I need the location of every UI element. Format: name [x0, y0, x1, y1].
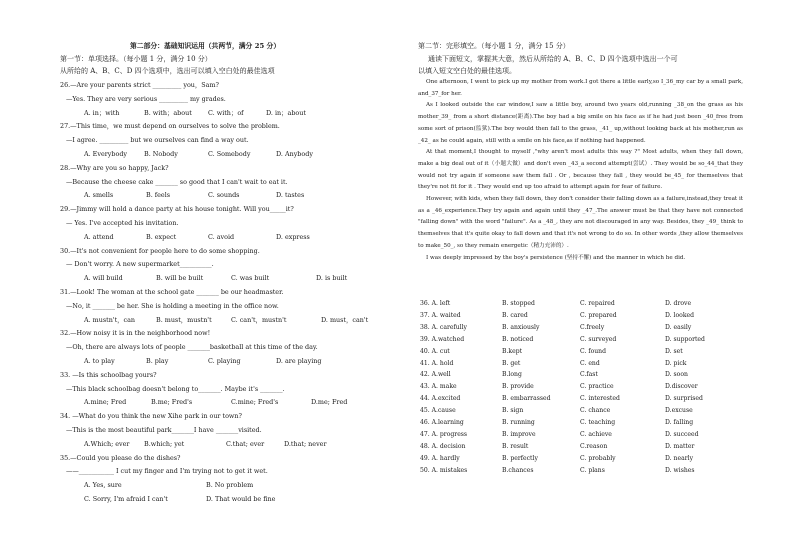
- answer-option[interactable]: A.Which; ever: [84, 439, 130, 448]
- choice-option[interactable]: D. pick: [665, 359, 687, 367]
- question-stem-line: —I agree. _________ but we ourselves can find a way out.: [66, 136, 249, 145]
- answer-option[interactable]: D. is built: [316, 274, 348, 283]
- answer-option[interactable]: C. was built: [231, 274, 270, 283]
- answer-option[interactable]: D.that; never: [284, 439, 327, 448]
- answer-option[interactable]: B. No problem: [206, 481, 254, 490]
- question-stem-line: 32.—How noisy it is in the neighborhood now!: [60, 329, 211, 338]
- choice-option[interactable]: C. found: [580, 347, 606, 355]
- choice-option[interactable]: 47. A. progress: [420, 430, 468, 438]
- choice-option[interactable]: D. drove: [665, 300, 692, 307]
- choice-option[interactable]: B. noticed: [502, 335, 534, 343]
- cloze-paragraph: As I looked outside the car window,I saw a little boy, around two years old,running _38_on the grass as his mother_39_ from a short distance(距离).The boy had a big smile on his face as if he had just been _40_free from some sort of prison(监狱).The boy would then fall to the grass, _41_ up,without looking back at his mother,run as _42_ as he could again, still with a smile on his face,as if nothing had happened.: [418, 102, 743, 144]
- choice-option[interactable]: 40. A. cut: [420, 347, 450, 355]
- choice-option[interactable]: D. falling: [665, 419, 694, 426]
- choice-option[interactable]: 39. A.watched: [420, 335, 465, 343]
- choice-option[interactable]: C. interested: [580, 395, 620, 403]
- choice-option[interactable]: 48. A. decision: [420, 442, 466, 450]
- answer-option[interactable]: D. express: [276, 232, 310, 241]
- answer-option[interactable]: A. Yes, sure: [84, 481, 122, 490]
- answer-option[interactable]: A. Everybody: [84, 150, 128, 158]
- answer-option[interactable]: B. play: [146, 357, 169, 365]
- question-stem-line: 27.—This time，we must depend on ourselves to solve the problem.: [60, 122, 280, 131]
- choice-row: [418, 360, 743, 372]
- choice-option[interactable]: B. perfectly: [502, 454, 538, 462]
- answer-option[interactable]: C. with；of: [208, 108, 244, 117]
- choice-option[interactable]: 42. A.well: [420, 371, 451, 379]
- choice-option[interactable]: B. improve: [502, 430, 536, 438]
- choice-option[interactable]: D. nearly: [665, 454, 694, 462]
- choice-option[interactable]: C. probably: [580, 454, 616, 462]
- answer-option[interactable]: B. with；about: [144, 108, 192, 117]
- choice-option[interactable]: C. end: [580, 359, 600, 367]
- question-stem-line: 33. —Is this schoolbag yours?: [60, 370, 157, 379]
- choice-option[interactable]: C. surveyed: [580, 335, 617, 343]
- answer-option[interactable]: D. That would be fine: [206, 495, 276, 503]
- answer-option[interactable]: A.mine; Fred: [84, 398, 127, 407]
- choice-row: [418, 467, 743, 479]
- answer-option[interactable]: A. mustn't，can: [84, 315, 136, 324]
- choice-option[interactable]: D. looked: [665, 311, 695, 319]
- question-stem-line: 35.—Could you please do the dishes?: [60, 453, 181, 462]
- section-2-instruction-1: 通读下面短文，掌握其大意，然后从所给的 A、B、C、D 四个选项中选出一个可: [428, 55, 678, 63]
- answer-option[interactable]: C. Somebody: [208, 150, 251, 158]
- choice-row: [418, 324, 743, 336]
- choice-option[interactable]: B. get: [502, 359, 521, 367]
- choice-option[interactable]: D. set: [665, 347, 683, 355]
- choice-option[interactable]: C. chance: [580, 407, 611, 415]
- choice-option[interactable]: B. stopped: [502, 300, 535, 307]
- choice-option[interactable]: D. easily: [665, 323, 692, 331]
- choice-option[interactable]: B. provide: [502, 383, 534, 391]
- answer-option[interactable]: A. smells: [84, 191, 114, 200]
- choice-option[interactable]: C.freely: [580, 323, 605, 331]
- answer-option[interactable]: B. expect: [146, 232, 177, 241]
- choice-option[interactable]: C.fast: [580, 371, 598, 379]
- question-stem-line: 28.—Why are you so happy, Jack?: [60, 163, 169, 172]
- choice-option[interactable]: D.discover: [665, 383, 698, 391]
- answer-option[interactable]: A. attend: [84, 232, 114, 241]
- choice-option[interactable]: D. wishes: [665, 466, 695, 474]
- question-stem-line: 30.—It's not convenient for people here to do some shopping.: [60, 246, 260, 255]
- answer-option[interactable]: A. in；with: [84, 108, 120, 117]
- choice-row: [418, 300, 743, 312]
- answer-option[interactable]: A. will build: [84, 274, 123, 283]
- answer-option[interactable]: C.that; ever: [226, 439, 265, 448]
- answer-option[interactable]: A. to play: [84, 357, 115, 365]
- choice-option[interactable]: B.long: [502, 371, 522, 379]
- answer-option[interactable]: C. playing: [208, 357, 241, 365]
- choice-option[interactable]: D. soon: [665, 371, 688, 379]
- choice-option[interactable]: C. achieve: [580, 430, 612, 438]
- choice-option[interactable]: C. plans: [580, 466, 605, 474]
- choice-option[interactable]: B.kept: [502, 347, 523, 355]
- question-stem-line: —Yes. They are very serious _________ my grades.: [66, 94, 226, 103]
- cloze-paragraph: At that moment,I thought to myself ,"why aren't most adults this way ?" Most adults, when they fall down, make a big deal out of it（小题大做）and don't even _43_a second attempt(尝试）. They would be so_44_that they would not try again if someone saw them fall . Or , because they fall , they would be_45_ for themselves that they're not fit for it . They would end up too afraid to attempt again for fear of failure.: [418, 149, 743, 191]
- choice-row: [418, 407, 743, 419]
- choice-row: [418, 431, 743, 443]
- choice-row: [418, 348, 743, 360]
- choice-option[interactable]: C. prepared: [580, 311, 617, 319]
- question-stem-line: — Yes. I've accepted his invitation.: [66, 219, 179, 227]
- choice-option[interactable]: B. result: [502, 442, 529, 450]
- choice-row: [418, 419, 743, 431]
- choice-option[interactable]: 41. A. hold: [420, 359, 454, 367]
- question-stem-line: 34. —What do you think the new Xihe park in our town?: [60, 412, 242, 421]
- question-stem-line: — Don't worry. A new supermarket__________.: [66, 260, 214, 269]
- choice-option[interactable]: D. supported: [665, 335, 705, 343]
- choice-option[interactable]: B. sign: [502, 407, 524, 415]
- choice-option[interactable]: B. running: [502, 419, 535, 426]
- answer-option[interactable]: B. will be built: [156, 274, 204, 283]
- choice-option[interactable]: C. practice: [580, 383, 614, 391]
- answer-option[interactable]: C. Sorry, I'm afraid I can't: [84, 495, 168, 503]
- choice-option[interactable]: B.chances: [502, 466, 534, 474]
- cloze-paragraph: However, with kids, when they fall down, they don't consider their falling down as a failure,instead,they treat it as a _46_experience.They try again and again until they _47_.The answer must be that they have not connected "falling down" with the word "failure". As a _48_, they are not discouraged in any way. Besides, they _49_ think to themselves that it's quite okay to fall down and that it's not wrong to do so. In other words ,they allow themselves to make_50_, so they remain energetic（精力充沛的）.: [418, 196, 743, 249]
- choice-option[interactable]: B. cared: [502, 311, 528, 319]
- section-1-title: 第一节：单项选择。（每小题 1 分，满分 10 分）: [60, 55, 212, 63]
- choice-option[interactable]: C. teaching: [580, 419, 616, 426]
- choice-row: [418, 443, 743, 455]
- choice-row: [418, 455, 743, 467]
- choice-option[interactable]: D. matter: [665, 442, 695, 450]
- question-stem-line: —No, it _______ be her. She is holding a meeting in the office now.: [66, 301, 279, 310]
- section-1-instruction: 从所给的 A、B、C、D 四个选项中，选出可以填入空白处的最佳选项: [60, 67, 275, 75]
- choice-option[interactable]: B. anxiously: [502, 323, 540, 331]
- cloze-paragraph: One afternoon, I went to pick up my mother from work.I got there a little early,so I_36_my car by a small park, and_37_for her.: [418, 79, 743, 97]
- choice-option[interactable]: D. succeed: [665, 430, 699, 438]
- question-stem-line: —Because the cheese cake _______ so good that I can't wait to eat it.: [66, 177, 288, 186]
- answer-option[interactable]: D. tastes: [276, 191, 305, 200]
- choice-row: [418, 312, 743, 324]
- choice-option[interactable]: 45. A.cause: [420, 407, 456, 415]
- question-stem-line: 26.—Are your parents strict _________ you，Sam?: [60, 81, 219, 89]
- answer-option[interactable]: D. in；about: [266, 108, 306, 117]
- choice-option[interactable]: D.excuse: [665, 407, 693, 415]
- question-stem-line: 31.—Look! The woman at the school gate _______ be our headmaster.: [60, 288, 284, 296]
- choice-row: [418, 371, 743, 383]
- choice-option[interactable]: 44. A.excited: [420, 395, 461, 403]
- answer-option[interactable]: C.mine; Fred's: [231, 398, 279, 407]
- choice-row: [418, 336, 743, 348]
- question-stem-line: 29.—Jimmy will hold a dance party at his house tonight. Will you_____it?: [60, 205, 294, 214]
- answer-option[interactable]: B.me; Fred's: [151, 398, 193, 407]
- choice-option[interactable]: 37. A. waited: [420, 311, 461, 319]
- question-stem-line: —This black schoolbag doesn't belong to_______. Maybe it's _______.: [66, 384, 285, 393]
- choice-row: [418, 395, 743, 407]
- answer-option[interactable]: B. feels: [146, 191, 171, 200]
- choice-option[interactable]: 49. A. hardly: [420, 454, 460, 462]
- choice-option[interactable]: D. surprised: [665, 395, 703, 403]
- answer-option[interactable]: D. are playing: [276, 357, 322, 365]
- choice-row: [418, 383, 743, 395]
- answer-option[interactable]: B.which; yet: [144, 439, 185, 448]
- answer-option[interactable]: D.me; Fred: [311, 398, 348, 407]
- choice-option[interactable]: C.reason: [580, 442, 608, 450]
- answer-option[interactable]: B. must，mustn't: [156, 315, 212, 324]
- choice-option[interactable]: B. embarrassed: [502, 395, 551, 403]
- question-stem-line: ——___________ I cut my finger and I'm trying not to get it wet.: [66, 467, 268, 476]
- cloze-passage: [418, 77, 743, 264]
- answer-option[interactable]: C. can't，mustn't: [231, 315, 287, 324]
- choice-option[interactable]: 46. A.learning: [420, 419, 464, 426]
- answer-option[interactable]: D. must，can't: [321, 315, 369, 324]
- question-stem-line: —This is the most beautiful park_______I have _______visited.: [66, 426, 262, 434]
- answer-option[interactable]: C. avoid: [208, 232, 235, 241]
- answer-option[interactable]: D. Anybody: [276, 150, 313, 158]
- answer-option[interactable]: B. Nobody: [144, 150, 178, 158]
- section-2-instruction-2: 以填入短文空白处的最佳选项。: [418, 67, 516, 75]
- choice-option[interactable]: C. repaired: [580, 300, 615, 307]
- choice-option[interactable]: 43. A. make: [420, 383, 457, 391]
- cloze-paragraph: I was deeply impressed by the boy's persistence (坚持不懈) and the manner in which he did.: [426, 254, 686, 261]
- choice-option[interactable]: 50. A. mistakes: [420, 466, 468, 474]
- choice-option[interactable]: 36. A. left: [420, 300, 451, 307]
- choice-option[interactable]: 38. A. carefully: [420, 323, 467, 331]
- question-stem-line: —Oh, there are always lots of people _______basketball at this time of the day.: [66, 343, 318, 352]
- answer-option[interactable]: C. sounds: [208, 191, 240, 200]
- section-2-title: 第二节：完形填空。（每小题 1 分，满分 15 分）: [418, 42, 570, 50]
- part-title: 第二部分：基础知识运用（共两节，满分 25 分）: [130, 42, 281, 50]
